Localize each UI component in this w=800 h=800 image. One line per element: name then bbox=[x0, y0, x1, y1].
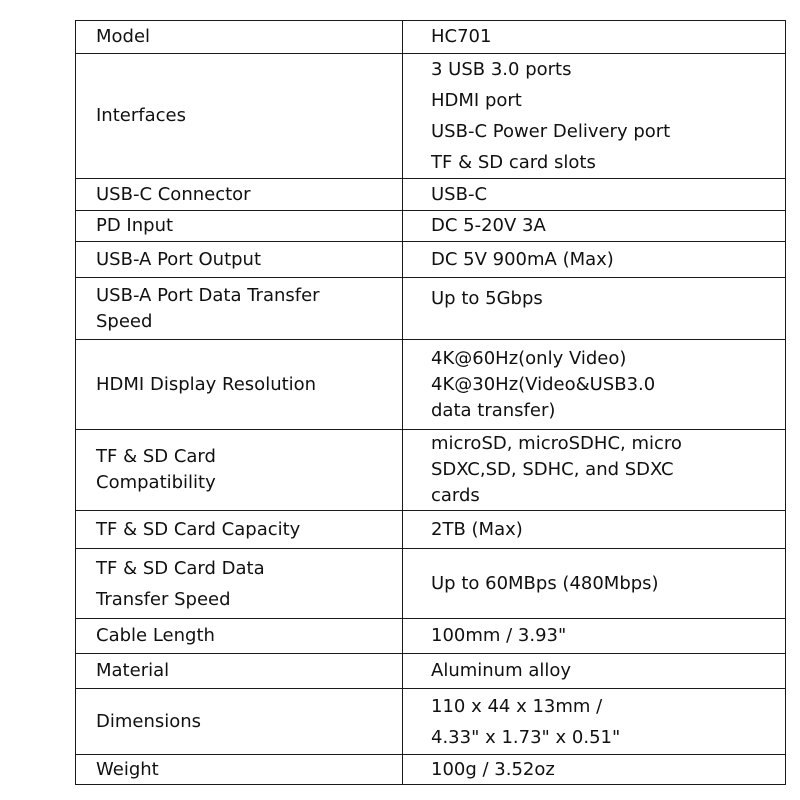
spec-value: 4K@60Hz(only Video) 4K@30Hz(Video&USB3.0 data transfer) bbox=[403, 340, 786, 430]
spec-value: Up to 5Gbps bbox=[403, 278, 786, 340]
table-row bbox=[76, 242, 786, 278]
spec-label: PD Input bbox=[76, 211, 403, 242]
table-row bbox=[76, 755, 786, 785]
spec-label: TF & SD Card Data Transfer Speed bbox=[76, 549, 403, 619]
spec-label: Model bbox=[76, 21, 403, 54]
table-row bbox=[76, 278, 786, 340]
table-row bbox=[76, 619, 786, 654]
table-row bbox=[76, 211, 786, 242]
spec-label: Dimensions bbox=[76, 689, 403, 755]
table-row bbox=[76, 430, 786, 511]
spec-value: DC 5V 900mA (Max) bbox=[403, 242, 786, 278]
table-row bbox=[76, 54, 786, 179]
table-row bbox=[76, 549, 786, 619]
spec-label: Cable Length bbox=[76, 619, 403, 654]
spec-label: Material bbox=[76, 654, 403, 689]
table-row bbox=[76, 511, 786, 549]
spec-value: USB-C bbox=[403, 179, 786, 211]
table-row bbox=[76, 21, 786, 54]
spec-label: USB-A Port Data Transfer Speed bbox=[76, 278, 403, 340]
table-row bbox=[76, 179, 786, 211]
spec-value: microSD, microSDHC, micro SDXC,SD, SDHC, and SDXC cards bbox=[403, 430, 786, 511]
spec-label: TF & SD Card Capacity bbox=[76, 511, 403, 549]
spec-label: Interfaces bbox=[76, 54, 403, 179]
spec-value: 2TB (Max) bbox=[403, 511, 786, 549]
spec-label: TF & SD Card Compatibility bbox=[76, 430, 403, 511]
spec-label: USB-C Connector bbox=[76, 179, 403, 211]
spec-value: Aluminum alloy bbox=[403, 654, 786, 689]
spec-label: HDMI Display Resolution bbox=[76, 340, 403, 430]
spec-label: USB-A Port Output bbox=[76, 242, 403, 278]
spec-value: DC 5-20V 3A bbox=[403, 211, 786, 242]
spec-value: 110 x 44 x 13mm / 4.33" x 1.73" x 0.51" bbox=[403, 689, 786, 755]
spec-table bbox=[75, 20, 786, 785]
spec-value: HC701 bbox=[403, 21, 786, 54]
spec-value: 100g / 3.52oz bbox=[403, 755, 786, 785]
spec-value: Up to 60MBps (480Mbps) bbox=[403, 549, 786, 619]
spec-label: Weight bbox=[76, 755, 403, 785]
table-row bbox=[76, 689, 786, 755]
spec-value: 3 USB 3.0 ports HDMI port USB-C Power Delivery port TF & SD card slots bbox=[403, 54, 786, 179]
spec-value: 100mm / 3.93" bbox=[403, 619, 786, 654]
table-row bbox=[76, 340, 786, 430]
table-row bbox=[76, 654, 786, 689]
